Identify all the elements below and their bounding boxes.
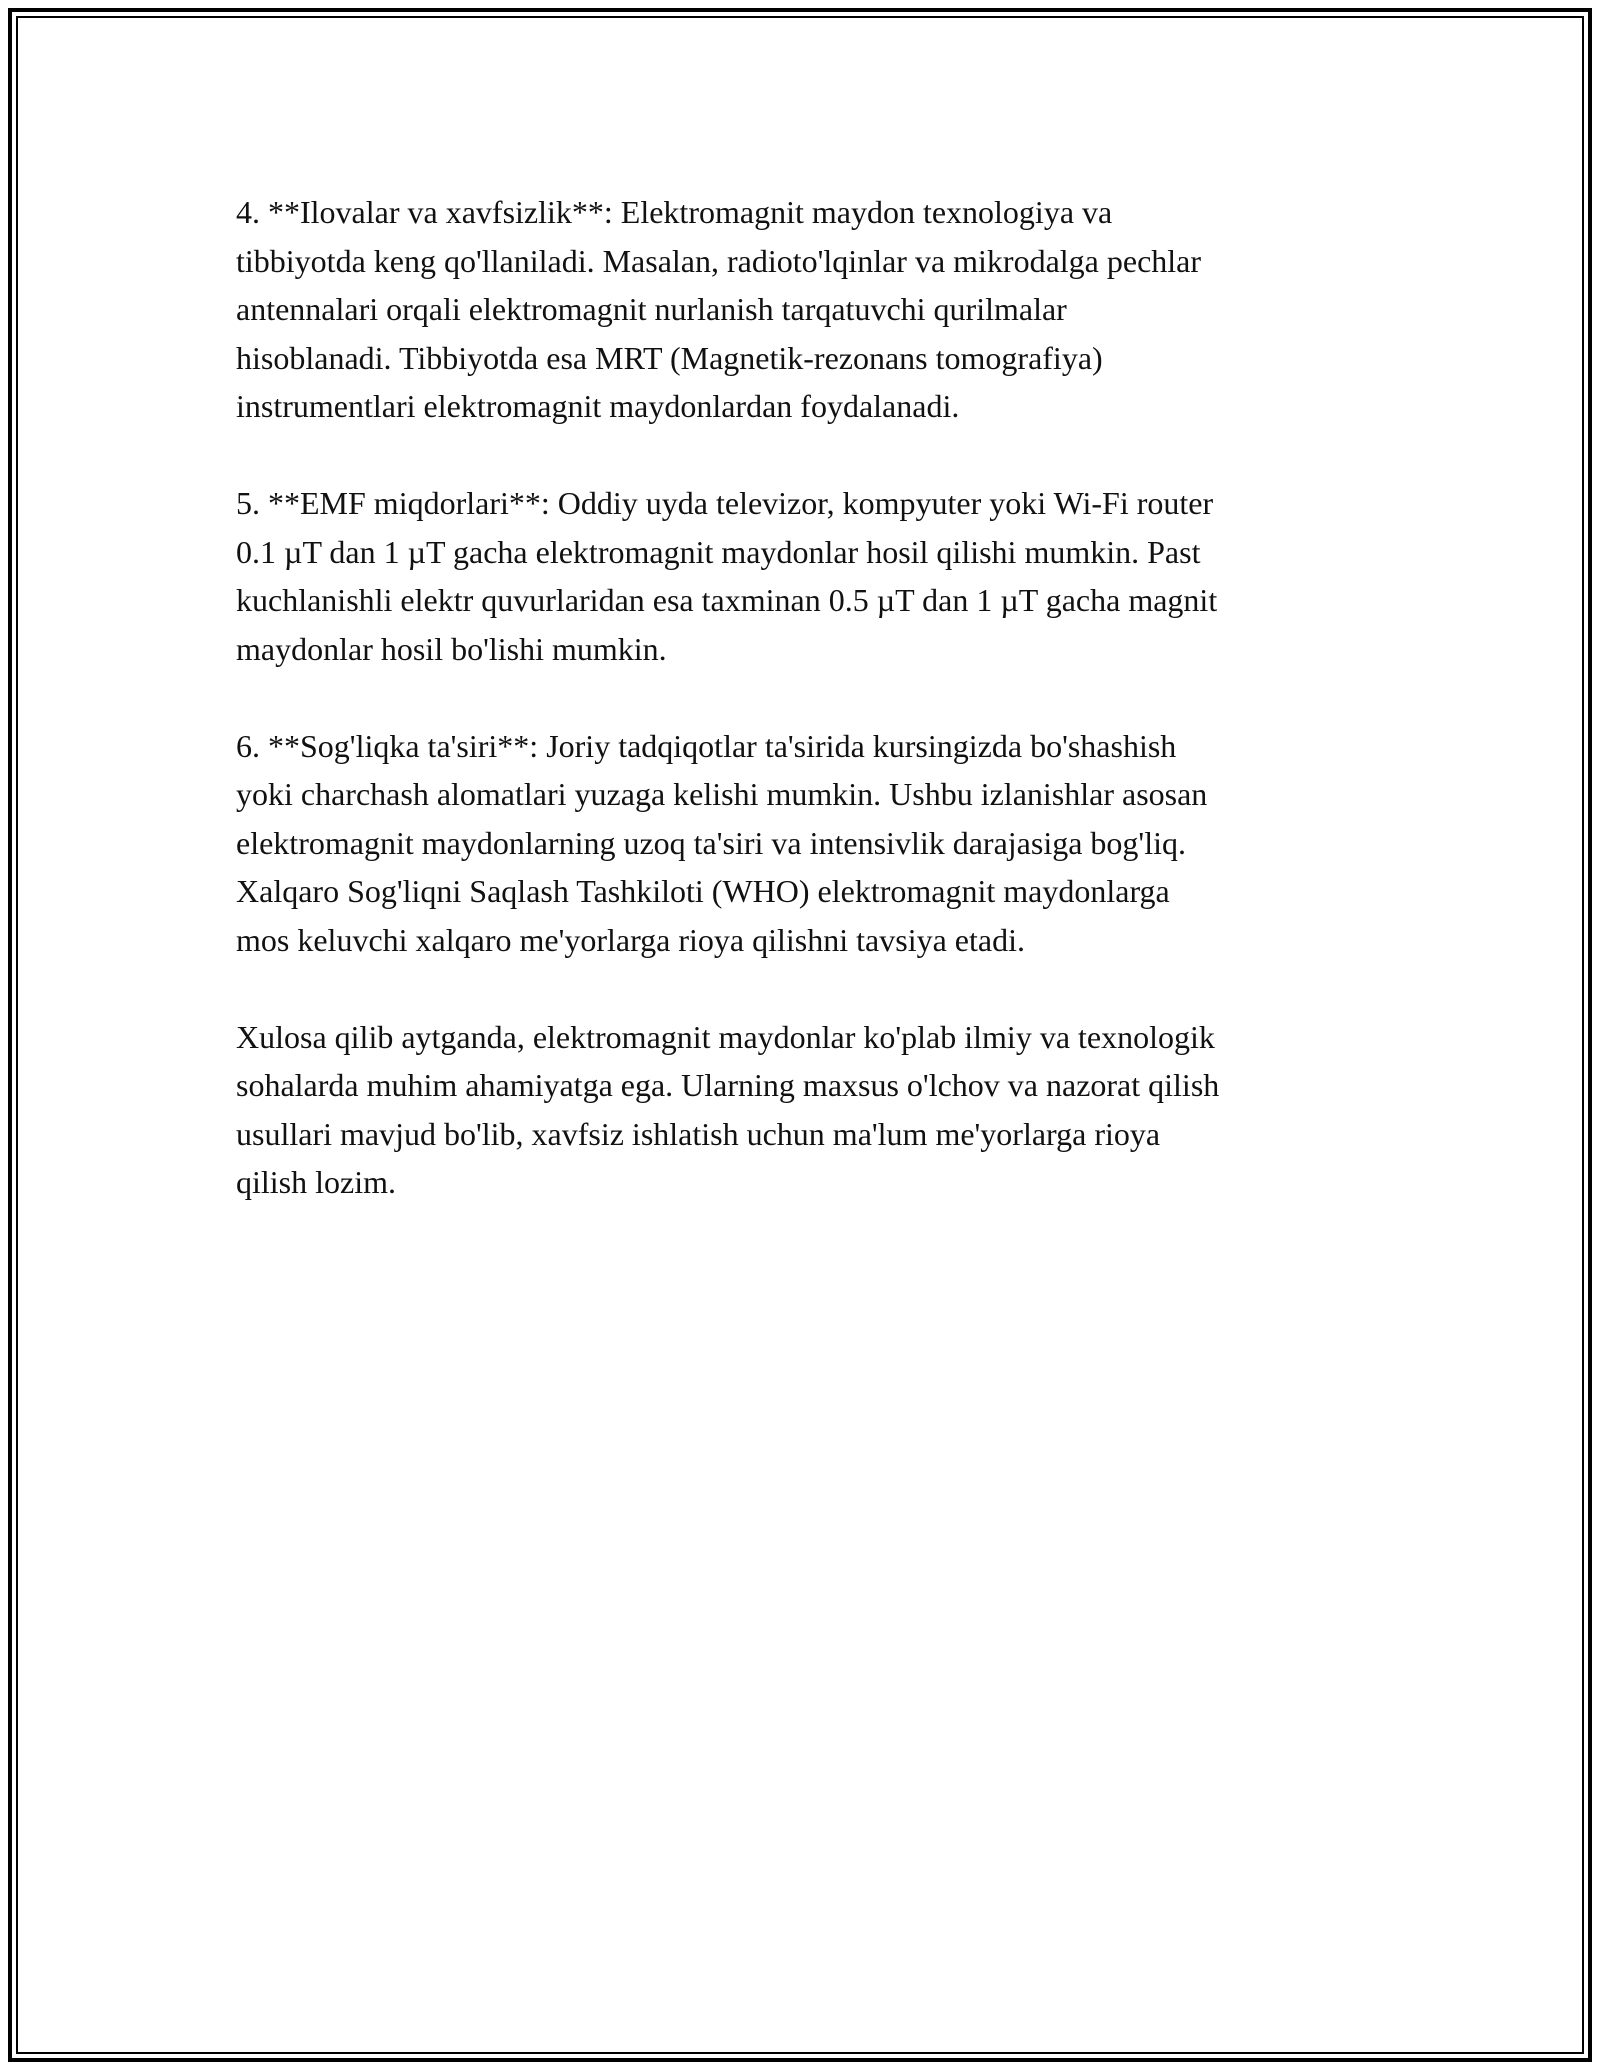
text-line: usullari mavjud bo'lib, xavfsiz ishlatish uchun ma'lum me'yorlarga rioya [236, 1115, 1161, 1152]
text-line: elektromagnit maydonlarning uzoq ta'siri va intensivlik darajasiga bog'liq. [236, 824, 1186, 861]
text-line: Xulosa qilib aytganda, elektromagnit maydonlar ko'plab ilmiy va texnologik [236, 1018, 1215, 1055]
text-line: mos keluvchi xalqaro me'yorlarga rioya qilishni tavsiya etadi. [236, 921, 1025, 958]
paragraph-conclusion [236, 1013, 1376, 1207]
text-line: tibbiyotda keng qo'llaniladi. Masalan, radioto'lqinlar va mikrodalga pechlar [236, 242, 1202, 279]
text-line: 5. **EMF miqdorlari**: Oddiy uyda televizor, kompyuter yoki Wi-Fi router [236, 485, 1214, 521]
text-line: hisoblanadi. Tibbiyotda esa MRT (Magnetik-rezonans tomografiya) [236, 339, 1103, 376]
paragraph-item-4-ilovalar [236, 188, 1376, 431]
document-body [236, 188, 1376, 1255]
text-line: Xalqaro Sog'liqni Saqlash Tashkiloti (WHO) elektromagnit maydonlarga [236, 873, 1170, 909]
paragraph-item-6-sogliqka [236, 722, 1376, 965]
text-line: instrumentlari elektromagnit maydonlardan foydalanadi. [236, 388, 960, 424]
text-line: antennalari orqali elektromagnit nurlanish tarqatuvchi qurilmalar [236, 291, 1067, 327]
text-line: 6. **Sog'liqka ta'siri**: Joriy tadqiqotlar ta'sirida kursingizda bo'shashish [236, 727, 1177, 764]
text-line: 0.1 µT dan 1 µT gacha elektromagnit maydonlar hosil qilishi mumkin. Past [236, 533, 1201, 570]
text-line: qilish lozim. [236, 1164, 396, 1200]
paragraph-item-5-emf [236, 479, 1376, 673]
text-line: sohalarda muhim ahamiyatga ega. Ularning maxsus o'lchov va nazorat qilish [236, 1067, 1220, 1103]
text-line: yoki charchash alomatlari yuzaga kelishi mumkin. Ushbu izlanishlar asosan [236, 776, 1208, 812]
text-line: maydonlar hosil bo'lishi mumkin. [236, 630, 667, 667]
text-line: 4. **Ilovalar va xavfsizlik**: Elektromagnit maydon texnologiya va [236, 194, 1113, 230]
text-line: kuchlanishli elektr quvurlaridan esa taxminan 0.5 µT dan 1 µT gacha magnit [236, 582, 1218, 618]
